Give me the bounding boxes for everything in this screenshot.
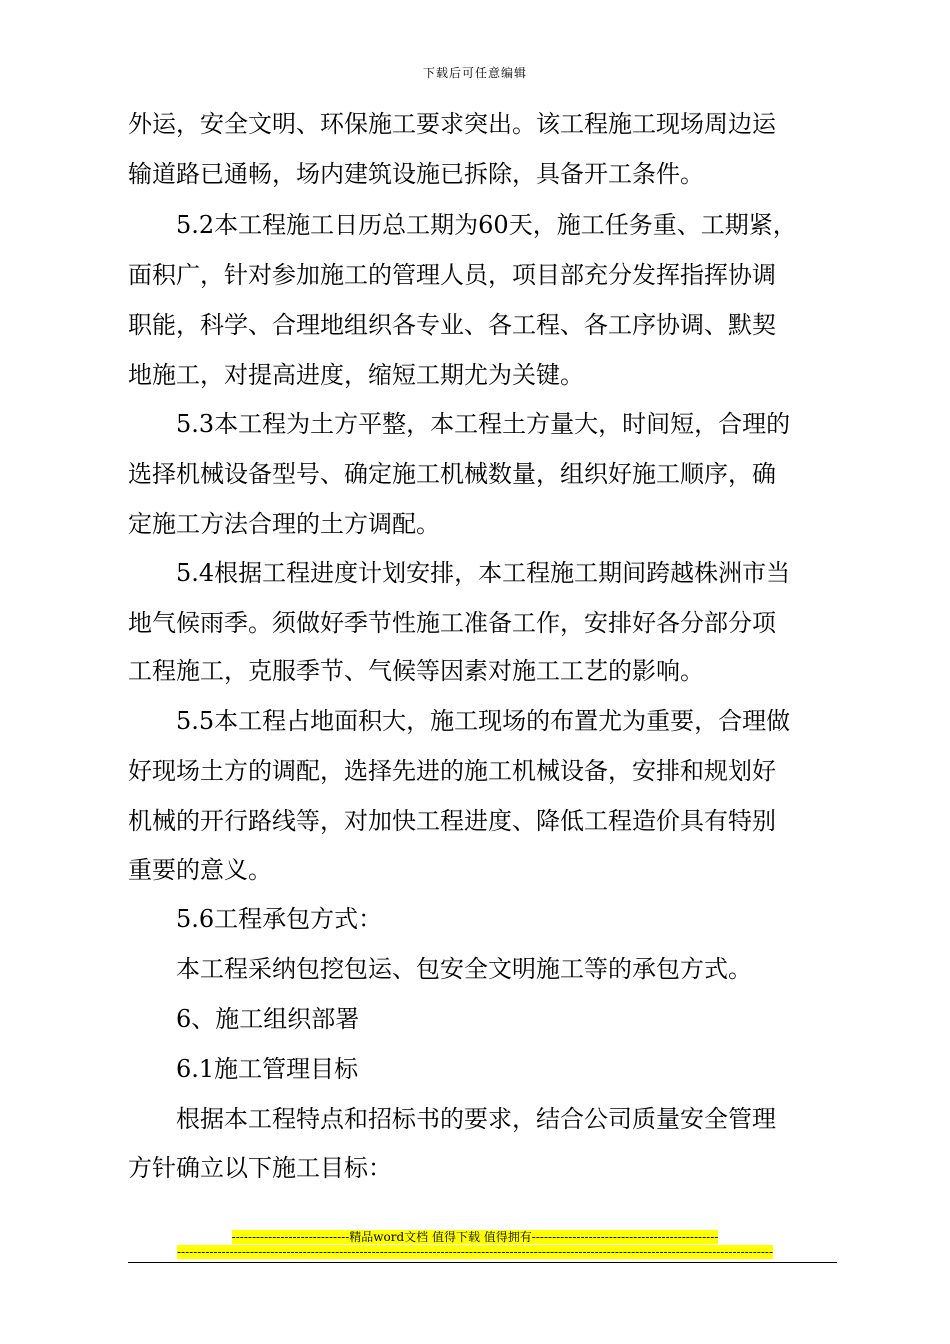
footer-dash-text: --------------------------------------------------------------------------------------------------------------------------------------------------- <box>176 1245 774 1259</box>
body-line: 机械的开行路线等，对加快工程进度、降低工程造价具有特别 <box>128 807 776 835</box>
footer-banner <box>0 1230 950 1244</box>
body-line: 5.6工程承包方式： <box>128 905 383 933</box>
body-line: 根据本工程特点和招标书的要求，结合公司质量安全管理 <box>128 1105 776 1133</box>
body-line: 本工程采纳包挖包运、包安全文明施工等的承包方式。 <box>128 955 752 983</box>
page-header: 下载后可任意编辑 <box>422 66 527 80</box>
body-line: 地气候雨季。须做好季节性施工准备工作，安排好各分部分项 <box>128 609 776 637</box>
body-line: 5.3本工程为土方平整，本工程土方量大，时间短，合理的 <box>128 410 791 438</box>
body-line: 6、施工组织部署 <box>128 1005 360 1033</box>
body-line: 方针确立以下施工目标： <box>128 1154 392 1182</box>
body-line: 5.5本工程占地面积大，施工现场的布置尤为重要，合理做 <box>128 707 791 735</box>
body-line: 好现场土方的调配，选择先进的施工机械设备，安排和规划好 <box>128 757 776 785</box>
body-line: 5.4根据工程进度计划安排，本工程施工期间跨越株洲市当 <box>128 559 791 587</box>
body-line: 外运，安全文明、环保施工要求突出。该工程施工现场周边运 <box>128 110 776 138</box>
body-line: 6.1施工管理目标 <box>128 1055 359 1083</box>
body-line: 工程施工，克服季节、气候等因素对施工工艺的影响。 <box>128 657 704 685</box>
footer-divider <box>128 1262 837 1263</box>
body-line: 面积广，针对参加施工的管理人员，项目部充分发挥指挥协调 <box>128 261 776 289</box>
body-line: 定施工方法合理的土方调配。 <box>128 510 440 538</box>
footer-dash-line <box>0 1245 950 1259</box>
body-line: 选择机械设备型号、确定施工机械数量，组织好施工顺序，确 <box>128 460 776 488</box>
body-line: 5.2本工程施工日历总工期为60天，施工任务重、工期紧， <box>128 211 797 239</box>
body-line: 职能，科学、合理地组织各专业、各工程、各工序协调、默契 <box>128 311 776 339</box>
body-line: 地施工，对提高进度，缩短工期尤为关键。 <box>128 361 584 389</box>
body-line: 重要的意义。 <box>128 856 272 884</box>
body-line: 输道路已通畅，场内建筑设施已拆除，具备开工条件。 <box>128 160 704 188</box>
footer-banner-text: -----------------------------精品word文档 值得下载 值得拥有---------------------------------------------- <box>231 1230 719 1244</box>
